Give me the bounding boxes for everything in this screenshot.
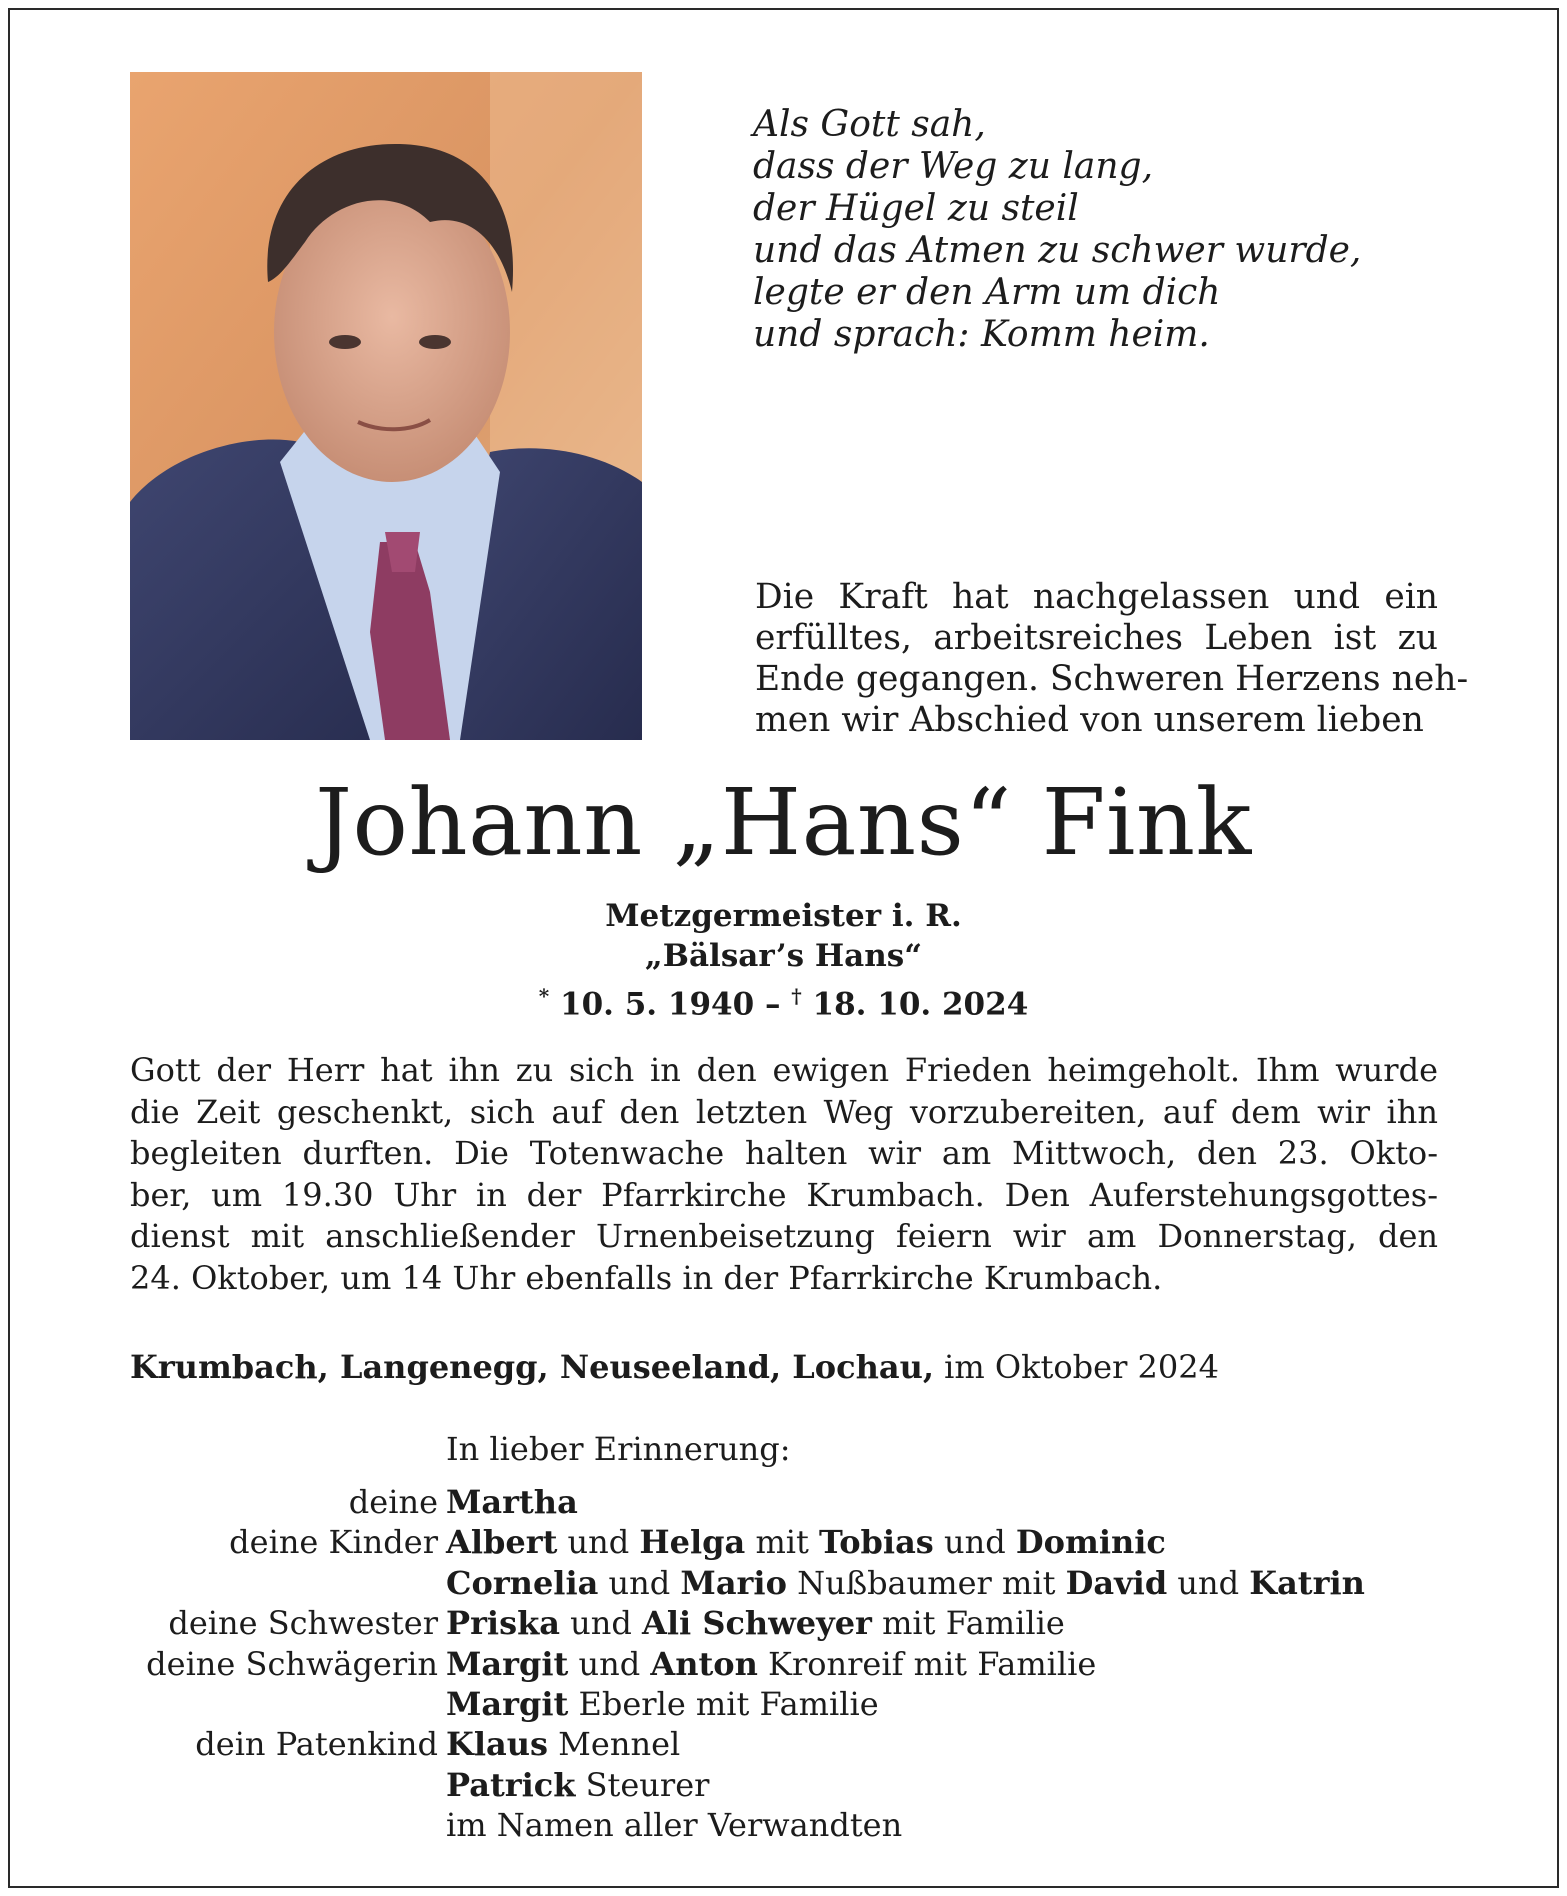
mourner-names	[446, 1603, 1065, 1643]
poem-line: dass der Weg zu lang,	[753, 146, 1154, 187]
poem-line: und das Atmen zu schwer wurde,	[753, 230, 1362, 271]
mourner-relation: deine Kinder	[229, 1523, 438, 1562]
poem-line: legte er den Arm um dich	[753, 272, 1221, 313]
mourner-names	[446, 1644, 1096, 1684]
mourner-relation: deine Schwester	[168, 1604, 438, 1643]
mourner-name: Dominic	[1015, 1523, 1166, 1562]
mourner-names	[446, 1482, 578, 1522]
portrait-photo	[130, 72, 642, 740]
mourner-relation: deine	[348, 1483, 438, 1521]
main-line: Gott der Herr hat ihn zu sich in den ewigen Frieden heimgeholt. Ihm wurde	[130, 1051, 1438, 1089]
mourner-relation: deine Schwägerin	[146, 1644, 438, 1683]
born-mark: *	[538, 984, 550, 1008]
mourner-name: Margit	[446, 1685, 569, 1723]
mourner-names	[446, 1522, 1166, 1562]
main-line: die Zeit geschenkt, sich auf den letzten Weg vorzubereiten, auf dem wir ihn	[130, 1092, 1438, 1131]
places-and-date	[130, 1347, 1219, 1387]
intro-line: Die Kraft hat nachgelassen und ein	[755, 577, 1438, 617]
mourner-text: mit Familie	[871, 1604, 1065, 1643]
death-date: 18. 10. 2024	[812, 986, 1029, 1023]
mourner-name: Klaus	[446, 1725, 548, 1764]
mourner-text: im Namen aller Verwandten	[446, 1806, 903, 1845]
mourner-name: Margit	[446, 1644, 569, 1683]
mourner-names	[446, 1805, 902, 1845]
mourner-row	[0, 1805, 1567, 1845]
mourner-names	[446, 1563, 1365, 1603]
mourner-name: Priska	[446, 1604, 560, 1643]
mourner-row	[0, 1482, 1567, 1522]
mourner-row	[0, 1724, 1567, 1764]
mourner-row	[0, 1684, 1567, 1724]
main-line: dienst mit anschließender Urnenbeisetzung feiern wir am Donnerstag, den	[130, 1217, 1438, 1256]
mourner-name: Tobias	[819, 1523, 934, 1562]
mourner-name: Katrin	[1249, 1563, 1365, 1602]
main-paragraph	[130, 1050, 1438, 1300]
mourner-name: Cornelia	[446, 1563, 599, 1602]
mourner-name: Anton	[650, 1644, 758, 1683]
intro-paragraph	[755, 577, 1469, 741]
date-dash: –	[764, 986, 781, 1023]
deceased-title: Metzgermeister i. R.	[605, 898, 962, 934]
mourner-text: Eberle mit Familie	[568, 1685, 879, 1723]
mourners-heading: In lieber Erinnerung:	[446, 1430, 791, 1468]
mourner-text: Kronreif mit Familie	[757, 1644, 1097, 1683]
intro-line: Ende gegangen. Schweren Herzens neh-	[755, 659, 1469, 699]
poem-line: und sprach: Komm heim.	[753, 314, 1210, 355]
mourner-text: und	[560, 1604, 643, 1643]
mourner-name: Patrick	[446, 1765, 576, 1804]
mourner-text: und	[557, 1523, 640, 1562]
mourner-text: und	[933, 1523, 1016, 1562]
mourner-row	[0, 1522, 1567, 1562]
deceased-name: Johann „Hans“ Fink	[315, 769, 1252, 876]
mourner-text: und	[568, 1644, 651, 1683]
mourner-row	[0, 1563, 1567, 1603]
mourner-row	[0, 1765, 1567, 1805]
poem-line: Als Gott sah,	[753, 104, 986, 145]
places: Krumbach, Langenegg, Neuseeland, Lochau,	[130, 1348, 934, 1386]
mourner-name: Albert	[446, 1523, 558, 1562]
mourner-name: Ali Schweyer	[642, 1604, 872, 1643]
life-dates	[0, 978, 1567, 1022]
mourner-text: mit	[745, 1523, 820, 1562]
mourner-text: Mennel	[547, 1725, 681, 1764]
mourner-text: Steurer	[575, 1765, 710, 1804]
intro-line: men wir Abschied von unserem lieben	[755, 700, 1424, 740]
mourner-row	[0, 1644, 1567, 1684]
main-line: 24. Oktober, um 14 Uhr ebenfalls in der Pfarrkirche Krumbach.	[130, 1258, 1163, 1297]
main-line: ber, um 19.30 Uhr in der Pfarrkirche Krumbach. Den Auferstehungsgottes-	[130, 1175, 1438, 1214]
mourner-names	[446, 1765, 709, 1805]
mourner-text: Nußbaumer mit	[786, 1563, 1066, 1602]
mourner-name: Mario	[680, 1563, 787, 1602]
main-line: begleiten durften. Die Totenwache halten wir am Mittwoch, den 23. Okto-	[130, 1134, 1438, 1173]
mourner-name: David	[1065, 1563, 1168, 1602]
intro-line: erfülltes, arbeitsreiches Leben ist zu	[755, 618, 1438, 658]
mourner-text: und	[1167, 1563, 1250, 1602]
mourner-relation: dein Patenkind	[195, 1725, 438, 1764]
birth-date: 10. 5. 1940	[560, 986, 755, 1023]
mourner-name: Helga	[639, 1523, 746, 1562]
mourner-name: Martha	[446, 1483, 578, 1521]
mourner-text: und	[598, 1563, 681, 1602]
mourner-row	[0, 1603, 1567, 1643]
notice-date: im Oktober 2024	[933, 1348, 1219, 1386]
mourner-names	[446, 1684, 879, 1724]
poem	[753, 104, 1361, 356]
died-mark: †	[791, 984, 802, 1008]
mourner-names	[446, 1724, 680, 1764]
poem-line: der Hügel zu steil	[753, 188, 1079, 229]
deceased-nickname: „Bälsar’s Hans“	[644, 938, 923, 974]
